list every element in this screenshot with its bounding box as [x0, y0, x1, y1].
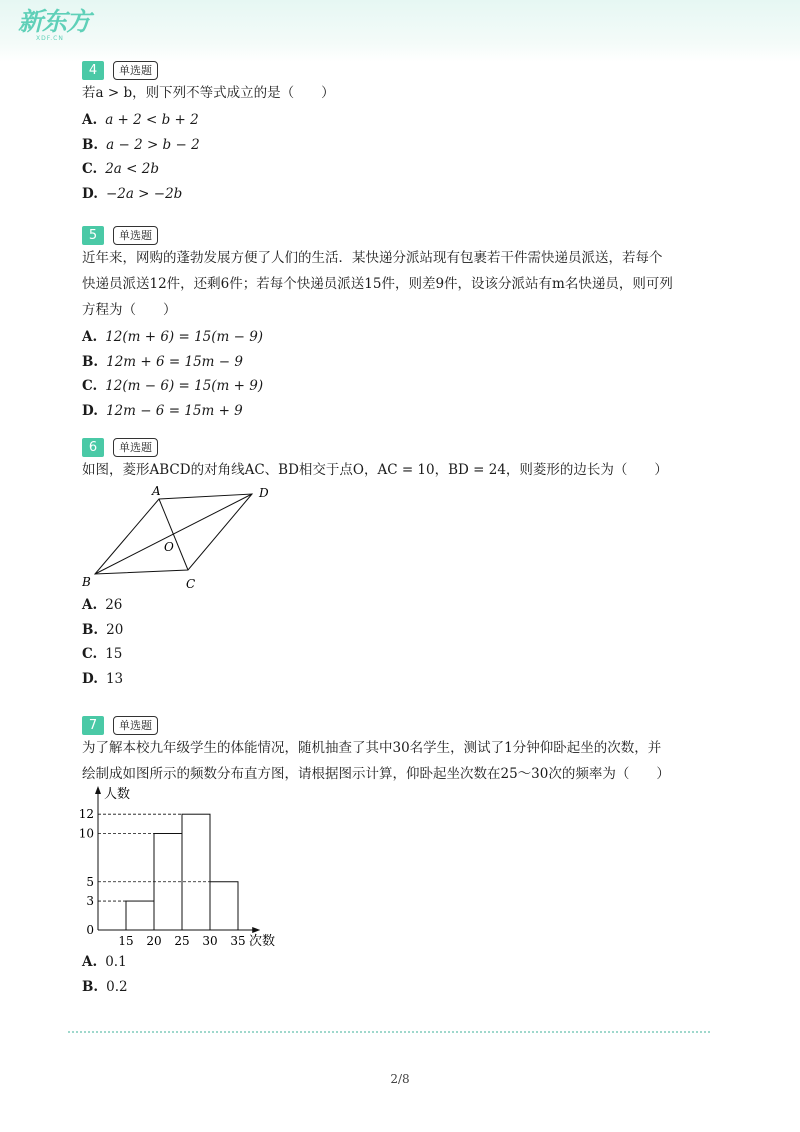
option-text: 12m − 6 = 15m + 9	[105, 402, 243, 419]
option-c[interactable]	[82, 374, 722, 399]
option-text: 0.1	[105, 954, 127, 970]
option-text: 2a < 2b	[105, 161, 159, 177]
option-text: 26	[105, 597, 123, 613]
histogram-chart	[78, 782, 318, 952]
y-tick-label: 0	[86, 923, 94, 937]
logo-text: 新东方	[18, 7, 91, 36]
option-text: a − 2 > b − 2	[106, 136, 200, 153]
option-b[interactable]	[82, 975, 722, 1000]
option-text: 12(m − 6) = 15(m + 9)	[105, 378, 264, 394]
x-axis-arrow	[252, 927, 260, 933]
question-stem: 如图，菱形ABCD的对角线AC、BD相交于点O，AC = 10，BD = 24，则菱形的边长为（ ）	[82, 462, 668, 478]
option-text: 0.2	[106, 978, 128, 995]
footer-divider	[68, 1031, 710, 1033]
vertex-label-b: B	[82, 575, 91, 589]
question-number: 4	[82, 61, 104, 80]
y-tick-label: 10	[78, 826, 94, 841]
question-type-badge: 单选题	[113, 438, 158, 457]
option-c[interactable]	[82, 642, 722, 667]
option-c[interactable]	[82, 157, 722, 182]
vertex-label-c: C	[186, 577, 196, 591]
question-stem	[82, 735, 722, 787]
option-letter: A.	[82, 954, 98, 970]
option-a[interactable]	[82, 593, 722, 618]
option-a[interactable]	[82, 108, 722, 133]
histogram-bar	[210, 882, 238, 930]
question-7	[82, 715, 722, 787]
histogram-bar	[126, 901, 154, 930]
question-number: 7	[82, 716, 104, 735]
option-text: 12m + 6 = 15m − 9	[106, 353, 243, 370]
option-a[interactable]	[82, 950, 722, 975]
y-tick-label: 12	[78, 807, 94, 822]
option-b[interactable]	[82, 350, 722, 375]
option-letter: A.	[82, 329, 98, 345]
option-text: 20	[106, 621, 124, 638]
x-tick-label: 35	[230, 934, 246, 948]
option-letter: B.	[82, 136, 99, 153]
option-d[interactable]	[82, 399, 722, 424]
question-type-badge: 单选题	[113, 226, 158, 245]
option-letter: B.	[82, 353, 99, 370]
option-letter: D.	[82, 670, 98, 687]
option-a[interactable]	[82, 325, 722, 350]
option-letter: A.	[82, 112, 98, 128]
x-tick-label: 30	[202, 934, 218, 948]
question-6	[82, 437, 722, 691]
header-band	[0, 0, 800, 62]
y-tick-label: 5	[86, 874, 94, 889]
logo-subtext: XDF.CN	[36, 35, 64, 42]
x-tick-label: 20	[146, 934, 162, 948]
stem-line: 绘制成如图所示的频数分布直方图，请根据图示计算，仰卧起坐次数在25～30次的频率为（ ）	[82, 766, 670, 782]
vertex-label-a: A	[152, 484, 161, 498]
question-number: 5	[82, 226, 104, 245]
page-number: 2/8	[390, 1072, 410, 1086]
question-type-badge: 单选题	[113, 716, 158, 735]
x-tick-label: 15	[118, 934, 134, 948]
logo	[18, 8, 90, 42]
option-letter: A.	[82, 597, 98, 613]
question-4	[82, 60, 722, 206]
option-letter: C.	[82, 646, 98, 662]
histogram-bar	[182, 814, 210, 930]
option-text: 15	[105, 646, 123, 662]
rhombus-figure	[82, 483, 282, 591]
option-letter: B.	[82, 978, 99, 995]
question-5	[82, 225, 722, 423]
question-stem: 若a > b，则下列不等式成立的是（ ）	[82, 85, 335, 101]
option-b[interactable]	[82, 133, 722, 158]
stem-line: 近年来，网购的蓬勃发展方便了人们的生活．某快递分派站现有包裹若干件需快递员派送，若每个	[82, 250, 663, 266]
y-axis-arrow	[95, 786, 101, 794]
question-7-options	[82, 950, 722, 999]
option-text: 12(m + 6) = 15(m − 9)	[105, 329, 264, 345]
y-tick-label: 3	[86, 894, 94, 909]
option-letter: B.	[82, 621, 99, 638]
diagonal-bd	[95, 494, 252, 574]
x-axis-label: 次数	[249, 934, 276, 949]
vertex-label-d: D	[259, 486, 269, 500]
stem-line: 方程为（ ）	[82, 302, 177, 318]
option-d[interactable]	[82, 667, 722, 692]
question-number: 6	[82, 438, 104, 457]
center-label-o: O	[164, 540, 174, 554]
question-stem	[82, 245, 722, 323]
option-letter: D.	[82, 402, 98, 419]
question-type-badge: 单选题	[113, 61, 158, 80]
x-tick-label: 25	[174, 934, 190, 948]
option-b[interactable]	[82, 618, 722, 643]
option-letter: C.	[82, 161, 98, 177]
option-letter: D.	[82, 185, 98, 202]
stem-line: 为了解本校九年级学生的体能情况，随机抽查了其中30名学生，测试了1分钟仰卧起坐的次数，并	[82, 740, 662, 756]
option-text: a + 2 < b + 2	[105, 112, 199, 128]
option-letter: C.	[82, 378, 98, 394]
y-axis-label: 人数	[104, 787, 131, 802]
option-text: −2a > −2b	[105, 185, 183, 202]
option-d[interactable]	[82, 182, 722, 207]
option-text: 13	[105, 670, 124, 687]
stem-line: 快递员派送12件，还剩6件；若每个快递员派送15件，则差9件，设该分派站有m名快递员，则可列	[82, 276, 673, 292]
